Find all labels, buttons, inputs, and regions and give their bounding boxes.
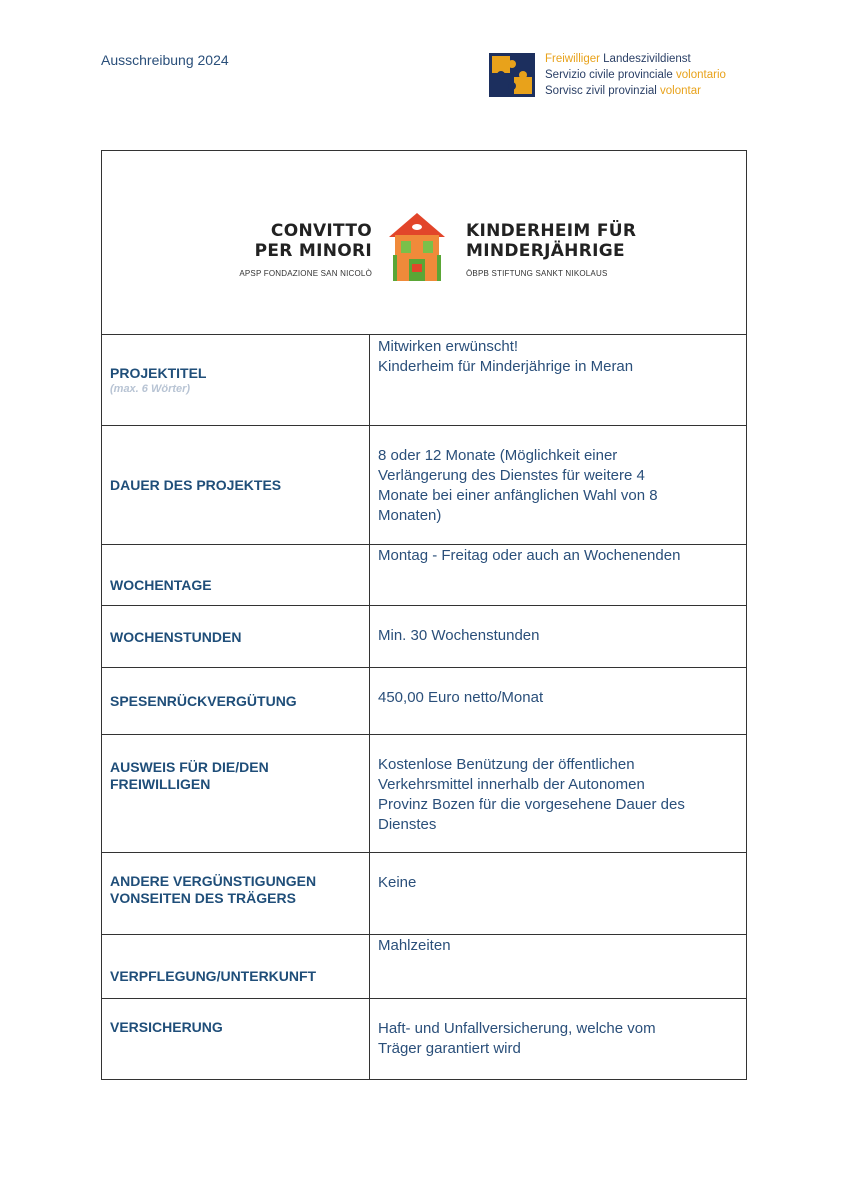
house-icon <box>387 211 447 283</box>
row-wochenstunden <box>102 606 746 668</box>
kinderheim-banner-logo <box>102 151 746 335</box>
row-value: Min. 30 Wochenstunden <box>378 627 540 644</box>
row-spesen <box>102 668 746 735</box>
row-label: VERPFLEGUNG/UNTERKUNFT <box>110 968 317 984</box>
row-hint: (max. 6 Wörter) <box>110 383 191 395</box>
row-projekttitel <box>102 335 746 426</box>
row-value: 8 oder 12 Monate (Möglichkeit einer Verlängerung des Dienstes für weitere 4 Monate bei einer anfänglichen Wahl von 8 Monaten) <box>378 447 658 524</box>
document-header-year: Ausschreibung 2024 <box>101 52 229 68</box>
row-label: WOCHENTAGE <box>110 577 212 593</box>
puzzle-logo-icon <box>489 53 535 97</box>
logo-line-1: Freiwilliger Landeszivildienst <box>545 53 691 65</box>
row-label: VERSICHERUNG <box>110 1019 223 1035</box>
row-label: DAUER DES PROJEKTES <box>110 477 282 493</box>
row-value: Montag - Freitag oder auch an Wochenenden <box>378 547 681 564</box>
row-value: Mahlzeiten <box>378 937 451 954</box>
row-value: 450,00 Euro netto/Monat <box>378 689 544 706</box>
row-vergünstigungen <box>102 853 746 935</box>
row-label: AUSWEIS FÜR DIE/DEN FREIWILLIGEN <box>110 759 269 792</box>
logo-line-3: Sorvisc zivil provinzial volontar <box>545 85 701 97</box>
row-label: PROJEKTITEL <box>110 365 207 381</box>
banner-right-text: KINDERHEIM FÜR MINDERJÄHRIGE ÖBPB STIFTUNG SANKT NIKOLAUS <box>466 221 637 278</box>
landeszivildienst-logo <box>489 51 789 101</box>
banner-left-text: CONVITTO PER MINORI APSP FONDAZIONE SAN NICOLÒ <box>239 221 372 278</box>
row-verpflegung <box>102 935 746 999</box>
row-value: Mitwirken erwünscht! Kinderheim für Minderjährige in Meran <box>378 338 634 375</box>
row-value: Keine <box>378 874 417 891</box>
row-label: SPESENRÜCKVERGÜTUNG <box>110 693 297 709</box>
row-ausweis <box>102 735 746 853</box>
row-dauer <box>102 426 746 545</box>
row-versicherung <box>102 999 746 1079</box>
row-label: WOCHENSTUNDEN <box>110 628 242 645</box>
row-label: ANDERE VERGÜNSTIGUNGEN VONSEITEN DES TRÄGERS <box>110 873 317 906</box>
logo-line-2: Servizio civile provinciale volontario <box>545 69 726 81</box>
row-value: Haft- und Unfallversicherung, welche vom Träger garantiert wird <box>378 1020 656 1057</box>
row-wochentage <box>102 545 746 606</box>
row-value: Kostenlose Benützung der öffentlichen Verkehrsmittel innerhalb der Autonomen Provinz Bozen für die vorgesehene Dauer des Dienstes <box>378 756 685 833</box>
project-info-table <box>101 150 747 1080</box>
